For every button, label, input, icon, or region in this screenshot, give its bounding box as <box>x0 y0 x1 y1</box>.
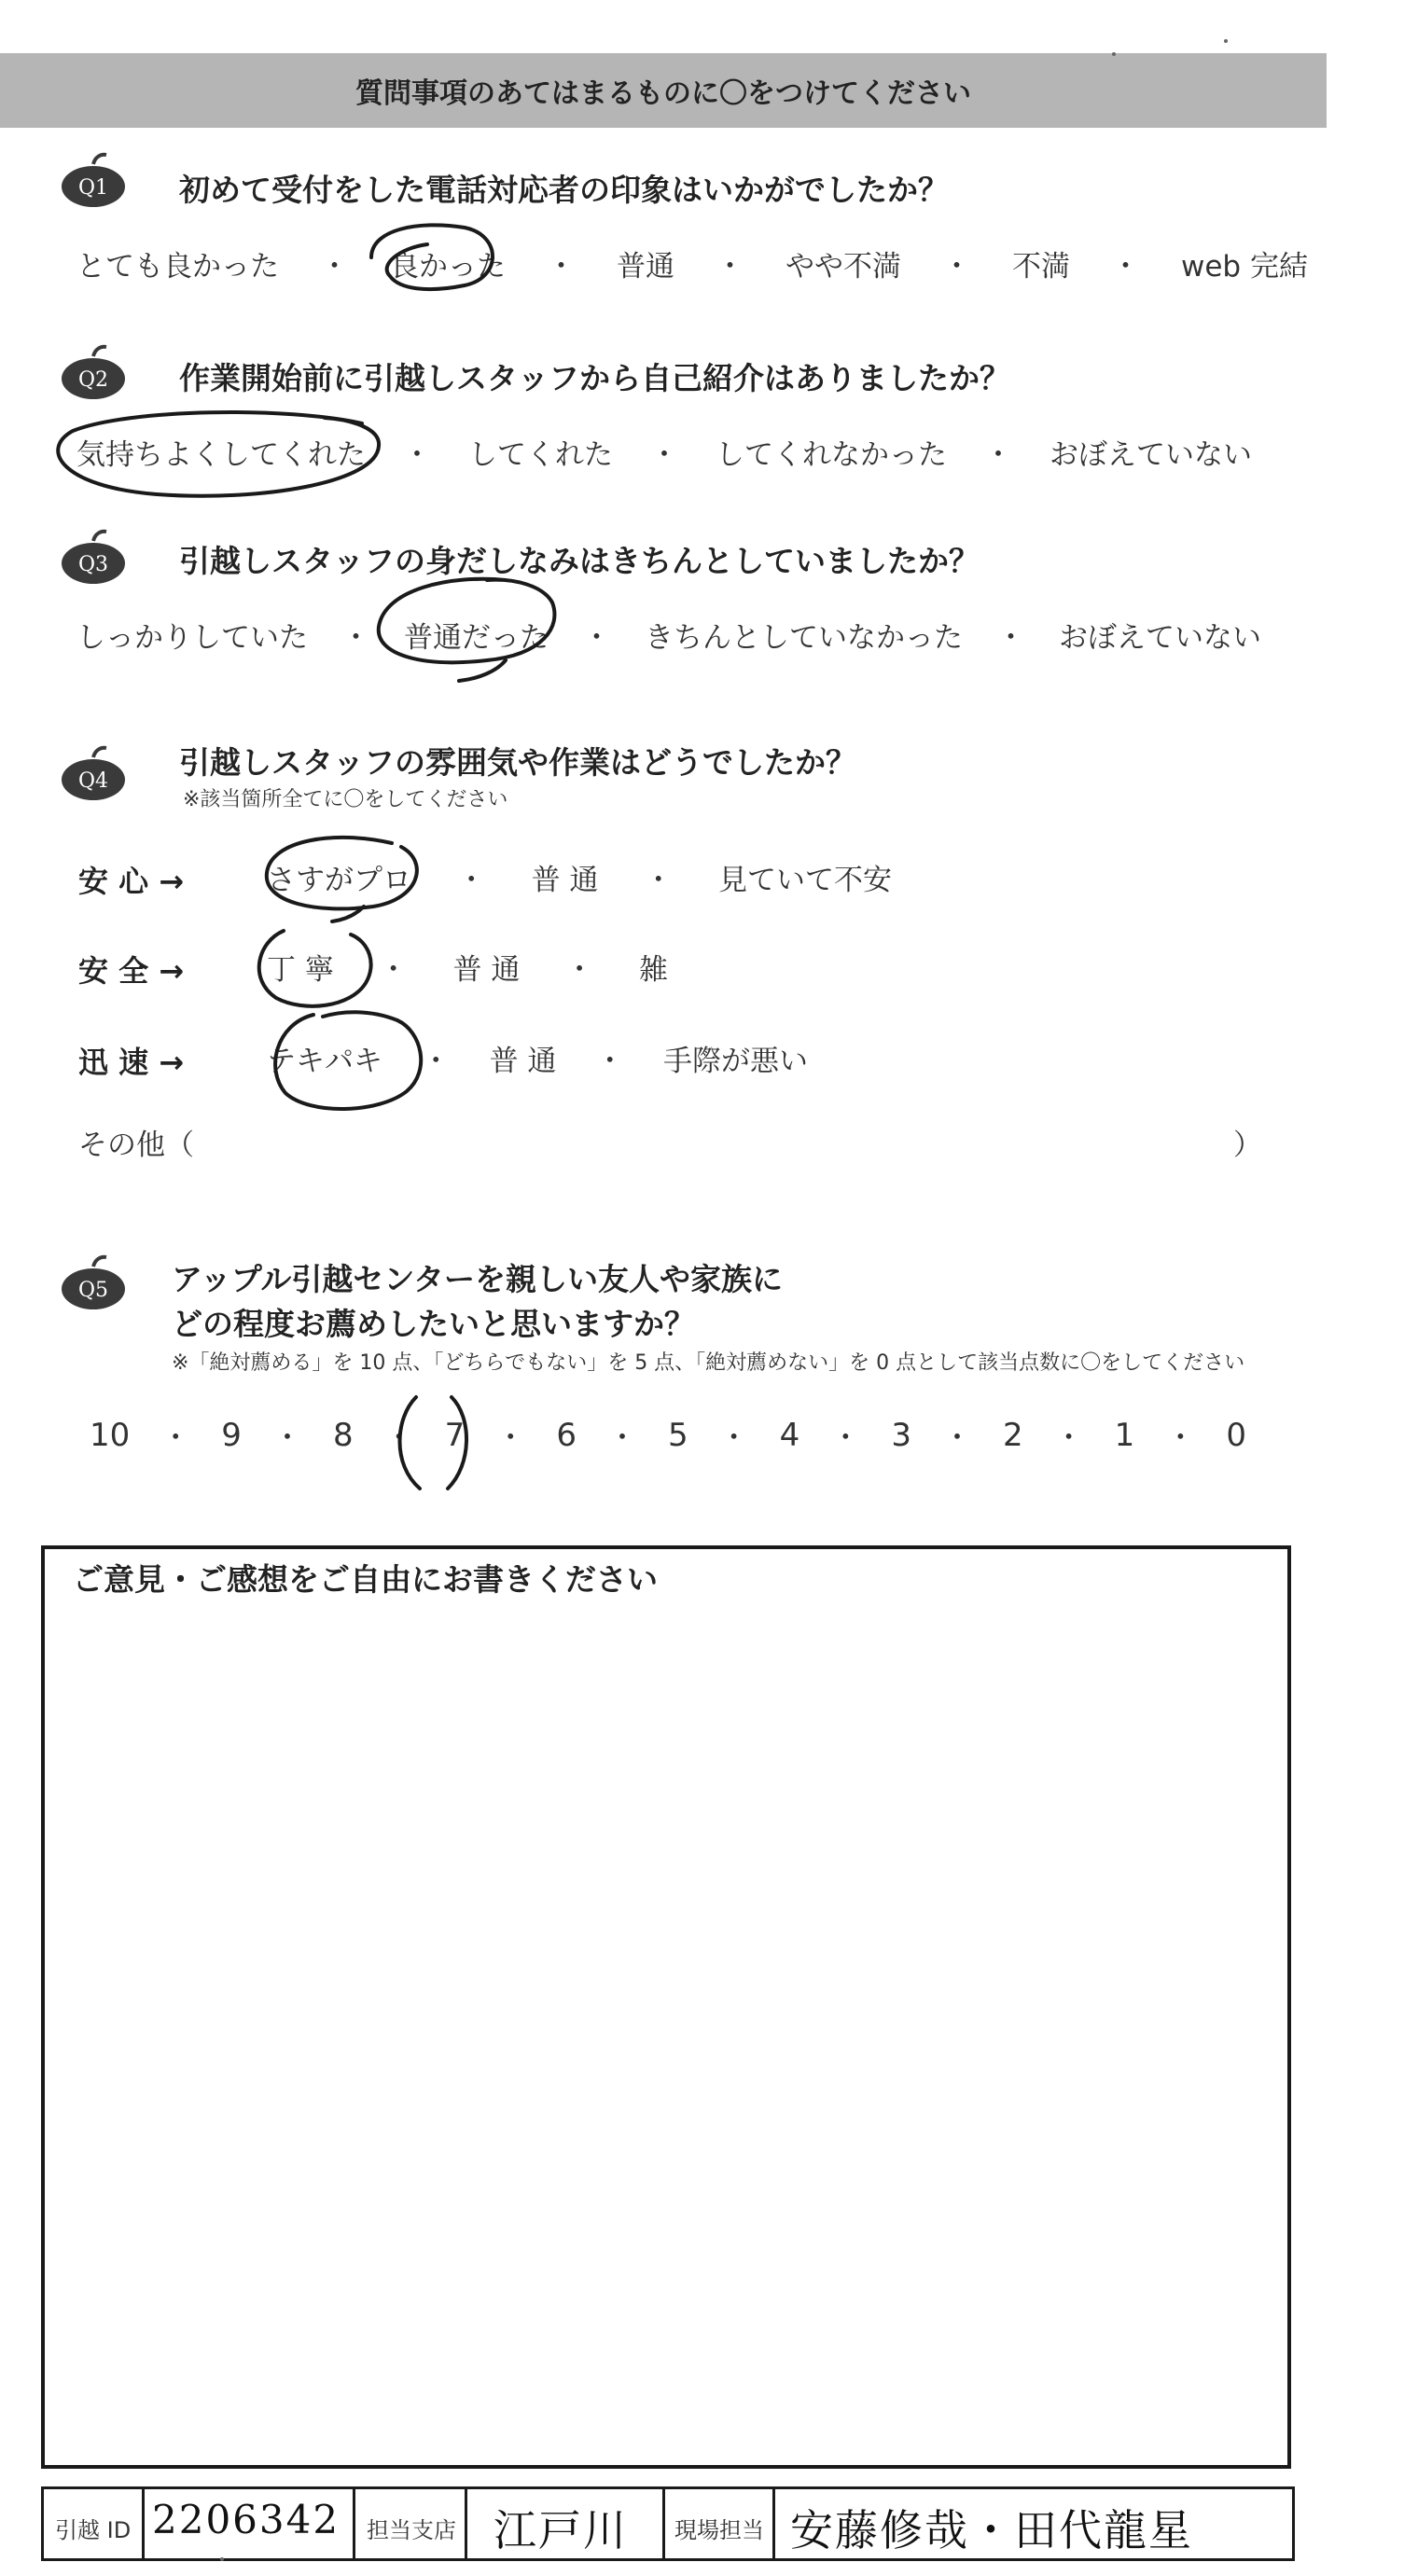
q4-note: ※該当箇所全てに〇をしてください <box>183 788 508 811</box>
q4-other-close: ） <box>1233 1129 1262 1162</box>
q4-jinsoku-option[interactable]: 普 通 <box>489 1045 557 1078</box>
staff-label: 現場担当 <box>674 2517 764 2543</box>
q2-options: 気持ちよくしてくれた ・ してくれた ・ してくれなかった ・ おぼえていない <box>76 431 1252 473</box>
q4-other-input[interactable] <box>196 1142 1222 1143</box>
q4-row-label-anzen: 安 全 → <box>78 953 185 989</box>
footer-cell-branch <box>467 2489 665 2558</box>
q2-badge: Q2 <box>77 368 109 392</box>
q4-anzen-option-selected[interactable]: 丁 寧 <box>267 953 334 987</box>
q4-row-label-anshin: 安 心 → <box>78 864 185 899</box>
comment-box[interactable] <box>41 1545 1291 2469</box>
q3-options: しっかりしていた ・ 普通だった ・ きちんとしていなかった ・ おぼえていない <box>76 614 1261 656</box>
q5-note: ※「絶対薦める」を 10 点、「どちらでもない」を 5 点、「絶対薦めない」を 0 点として該当点数に〇をしてください <box>172 1351 1245 1375</box>
q3-option[interactable]: しっかりしていた <box>76 621 308 655</box>
score-option[interactable]: 5 <box>667 1416 688 1454</box>
q2-option[interactable]: してくれなかった <box>716 438 947 472</box>
staff-value: 安藤修哉・田代龍星 <box>790 2505 1193 2555</box>
footer-cell-move-id <box>145 2489 355 2558</box>
q2-title: 作業開始前に引越しスタッフから自己紹介はありましたか？ <box>179 360 1010 396</box>
scan-speck <box>220 2557 224 2561</box>
q2-option[interactable]: おぼえていない <box>1050 438 1252 472</box>
q4-anzen-option[interactable]: 雑 <box>638 953 668 987</box>
score-option-selected[interactable]: 7 <box>444 1416 466 1454</box>
scan-speck <box>1112 52 1116 56</box>
q4-row-anzen: 丁 寧 ・ 普 通 ・ 雑 <box>267 946 668 988</box>
score-option[interactable]: 8 <box>332 1416 354 1454</box>
footer-cell-move-id-label <box>44 2489 145 2558</box>
footer-cell-branch-label <box>355 2489 467 2558</box>
score-option[interactable]: 2 <box>1003 1416 1023 1454</box>
q1-option[interactable]: やや不満 <box>785 250 901 284</box>
q4-badge: Q4 <box>77 769 109 793</box>
q1-option[interactable]: 普通 <box>617 250 674 284</box>
q4-title: 引越しスタッフの雰囲気や作業はどうでしたか？ <box>179 744 856 781</box>
q4-anshin-option[interactable]: 普 通 <box>531 864 599 897</box>
apple-badge-icon <box>58 744 129 802</box>
score-option[interactable]: 0 <box>1226 1416 1246 1454</box>
footer-cell-staff-label <box>665 2489 775 2558</box>
apple-badge-icon <box>58 151 129 209</box>
q4-other-label: その他（ <box>78 1129 194 1162</box>
q3-badge: Q3 <box>77 553 109 576</box>
q5-scale: 10 ・ 9 ・ 8 ・ 7 ・ 6 ・ 5 ・ 4 ・ 3 ・ 2 ・ 1 ・ 0 <box>90 1416 1246 1455</box>
score-option[interactable]: 4 <box>779 1416 800 1454</box>
q1-options: とても良かった ・ 良かった ・ 普通 ・ やや不満 ・ 不満 ・ web 完結 <box>76 242 1308 284</box>
q4-row-label-jinsoku: 迅 速 → <box>78 1045 185 1080</box>
q2-option[interactable]: してくれた <box>468 438 613 472</box>
q1-option[interactable]: 不満 <box>1012 250 1070 284</box>
move-id-value: 2206342 <box>152 2497 341 2542</box>
q2-option-selected[interactable]: 気持ちよくしてくれた <box>76 438 366 472</box>
header-bar <box>0 53 1327 128</box>
q4-jinsoku-option-selected[interactable]: テキパキ <box>267 1045 382 1078</box>
score-option[interactable]: 10 <box>90 1416 131 1454</box>
q3-option-selected[interactable]: 普通だった <box>404 621 549 655</box>
q4-anzen-option[interactable]: 普 通 <box>452 953 521 987</box>
comment-title: ご意見・ご感想をご自由にお書きください <box>73 1561 658 1598</box>
q4-anshin-option-selected[interactable]: さすがプロ <box>267 864 411 897</box>
scan-speck <box>1224 39 1228 43</box>
footer-box <box>41 2486 1295 2561</box>
q1-option-selected[interactable]: 良かった <box>390 250 506 284</box>
q1-option[interactable]: とても良かった <box>76 250 279 284</box>
q4-jinsoku-option[interactable]: 手際が悪い <box>662 1045 808 1078</box>
q4-row-jinsoku: テキパキ ・ 普 通 ・ 手際が悪い <box>267 1037 808 1079</box>
header-title: 質問事項のあてはまるものに〇をつけてください <box>355 77 971 110</box>
branch-label: 担当支店 <box>367 2517 456 2543</box>
q5-badge: Q5 <box>77 1279 109 1302</box>
q1-badge: Q1 <box>77 176 109 200</box>
q1-option[interactable]: web 完結 <box>1181 250 1308 284</box>
score-option[interactable]: 3 <box>891 1416 911 1454</box>
move-id-label: 引越 ID <box>55 2517 132 2543</box>
q4-row-anshin: さすがプロ ・ 普 通 ・ 見ていて不安 <box>267 856 892 898</box>
score-option[interactable]: 9 <box>221 1416 242 1454</box>
apple-badge-icon <box>58 1253 129 1311</box>
q3-option[interactable]: おぼえていない <box>1059 621 1261 655</box>
q1-title: 初めて受付をした電話対応者の印象はいかがでしたか？ <box>179 172 949 208</box>
q3-option[interactable]: きちんとしていなかった <box>645 621 963 655</box>
apple-badge-icon <box>58 343 129 401</box>
score-option[interactable]: 6 <box>556 1416 577 1454</box>
footer-cell-staff <box>775 2489 1298 2558</box>
q5-title-line1: アップル引越センターを親しい友人や家族に <box>172 1261 784 1297</box>
branch-value: 江戸川 <box>494 2505 628 2555</box>
score-option[interactable]: 1 <box>1114 1416 1135 1454</box>
q5-title-line2: どの程度お薦めしたいと思いますか？ <box>172 1306 695 1342</box>
apple-badge-icon <box>58 528 129 586</box>
q4-anshin-option[interactable]: 見ていて不安 <box>717 864 892 897</box>
q3-title: 引越しスタッフの身だしなみはきちんとしていましたか？ <box>179 543 980 579</box>
